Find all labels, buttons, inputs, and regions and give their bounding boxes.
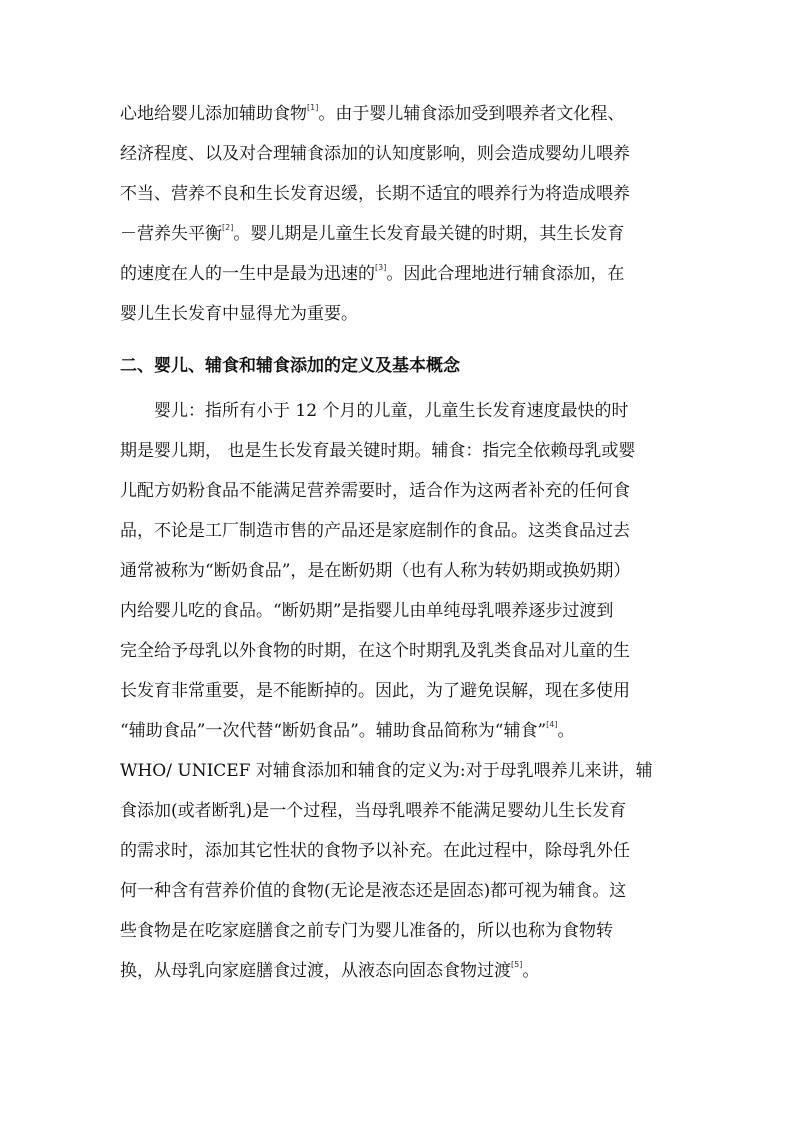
paragraph-line	[120, 591, 675, 631]
line-text: 食添加(或者断乳)是一个过程，当母乳喂养不能满足婴幼儿生长发育	[120, 801, 627, 821]
line-text: 完全给予母乳以外食物的时期，在这个时期乳及乳类食品对儿童的生	[120, 641, 630, 661]
line-text: “辅助食品”一次代替“断奶食品”。辅助食品简称为“辅食”	[120, 721, 547, 741]
paragraph-line	[120, 551, 675, 591]
paragraph-line	[120, 294, 675, 334]
paragraph-line	[120, 134, 675, 174]
paragraph-line	[120, 711, 675, 751]
paragraph-intro	[120, 94, 675, 334]
line-text: 。婴儿期是儿童生长发育最关键的时期，其生长发育	[233, 224, 625, 244]
line-text: 何一种含有营养价值的食物(无论是液态还是固态)都可视为辅食。这	[120, 881, 627, 901]
citation-ref: [4]	[546, 720, 558, 730]
line-text: 经济程度、以及对合理辅食添加的认知度影响，则会造成婴幼儿喂养	[120, 144, 630, 164]
paragraph-line	[120, 94, 675, 134]
citation-ref: [5]	[511, 960, 523, 970]
line-text: 内给婴儿吃的食品。“断奶期”是指婴儿由单纯母乳喂养逐步过渡到	[120, 601, 614, 621]
line-text: 心地给婴儿添加辅助食物	[120, 104, 307, 124]
paragraph-line	[120, 831, 675, 871]
line-text: －营养失平衡	[120, 224, 222, 244]
line-text: 。	[557, 721, 575, 741]
paragraph-line	[120, 671, 675, 711]
line-text: 婴儿：指所有小于 12 个月的儿童，儿童生长发育速度最快的时	[154, 401, 629, 421]
line-text: 通常被称为“断奶食品”，是在断奶期（也有人称为转奶期或换奶期）	[120, 561, 631, 581]
paragraph-line	[120, 871, 675, 911]
citation-ref: [2]	[222, 223, 234, 233]
line-text: 不当、营养不良和生长发育迟缓，长期不适宜的喂养行为将造成喂养	[120, 184, 630, 204]
paragraph-line	[120, 254, 675, 294]
section-heading: 二、婴儿、辅食和辅食添加的定义及基本概念	[120, 356, 460, 376]
paragraph-line	[120, 214, 675, 254]
paragraph-line	[120, 911, 675, 951]
paragraph-definitions	[120, 391, 675, 991]
line-text: 品，不论是工厂制造市售的产品还是家庭制作的食品。这类食品过去	[120, 521, 630, 541]
paragraph-line	[120, 791, 675, 831]
line-text: WHO/ UNICEF 对辅食添加和辅食的定义为:对于母乳喂养儿来讲，辅	[120, 761, 653, 781]
citation-ref: [3]	[375, 263, 387, 273]
line-text: 些食物是在吃家庭膳食之前专门为婴儿准备的，所以也称为食物转	[120, 921, 613, 941]
paragraph-line	[120, 951, 675, 991]
citation-ref: [1]	[307, 103, 319, 113]
paragraph-line	[120, 511, 675, 551]
paragraph-line	[120, 391, 675, 431]
line-text: 儿配方奶粉食品不能满足营养需要时，适合作为这两者补充的任何食	[120, 481, 630, 501]
line-text: 婴儿生长发育中显得尤为重要。	[120, 304, 358, 324]
paragraph-line	[120, 631, 675, 671]
paragraph-line	[120, 174, 675, 214]
line-text: 。因此合理地进行辅食添加，在	[386, 264, 625, 284]
paragraph-line	[120, 751, 675, 791]
line-text: 长发育非常重要，是不能断掉的。因此，为了避免误解，现在多使用	[120, 681, 630, 701]
paragraph-line	[120, 471, 675, 511]
line-text: 换，从母乳向家庭膳食过渡，从液态向固态食物过渡	[120, 961, 511, 981]
line-text: 。	[522, 961, 540, 981]
line-text: 。由于婴儿辅食添加受到喂养者文化程、	[318, 104, 625, 124]
line-text: 的需求时，添加其它性状的食物予以补充。在此过程中，除母乳外任	[120, 841, 630, 861]
line-text: 期是婴儿期， 也是生长发育最关键时期。辅食：指完全依赖母乳或婴	[120, 441, 636, 461]
line-text: 的速度在人的一生中是最为迅速的	[120, 264, 375, 284]
paragraph-line	[120, 431, 675, 471]
